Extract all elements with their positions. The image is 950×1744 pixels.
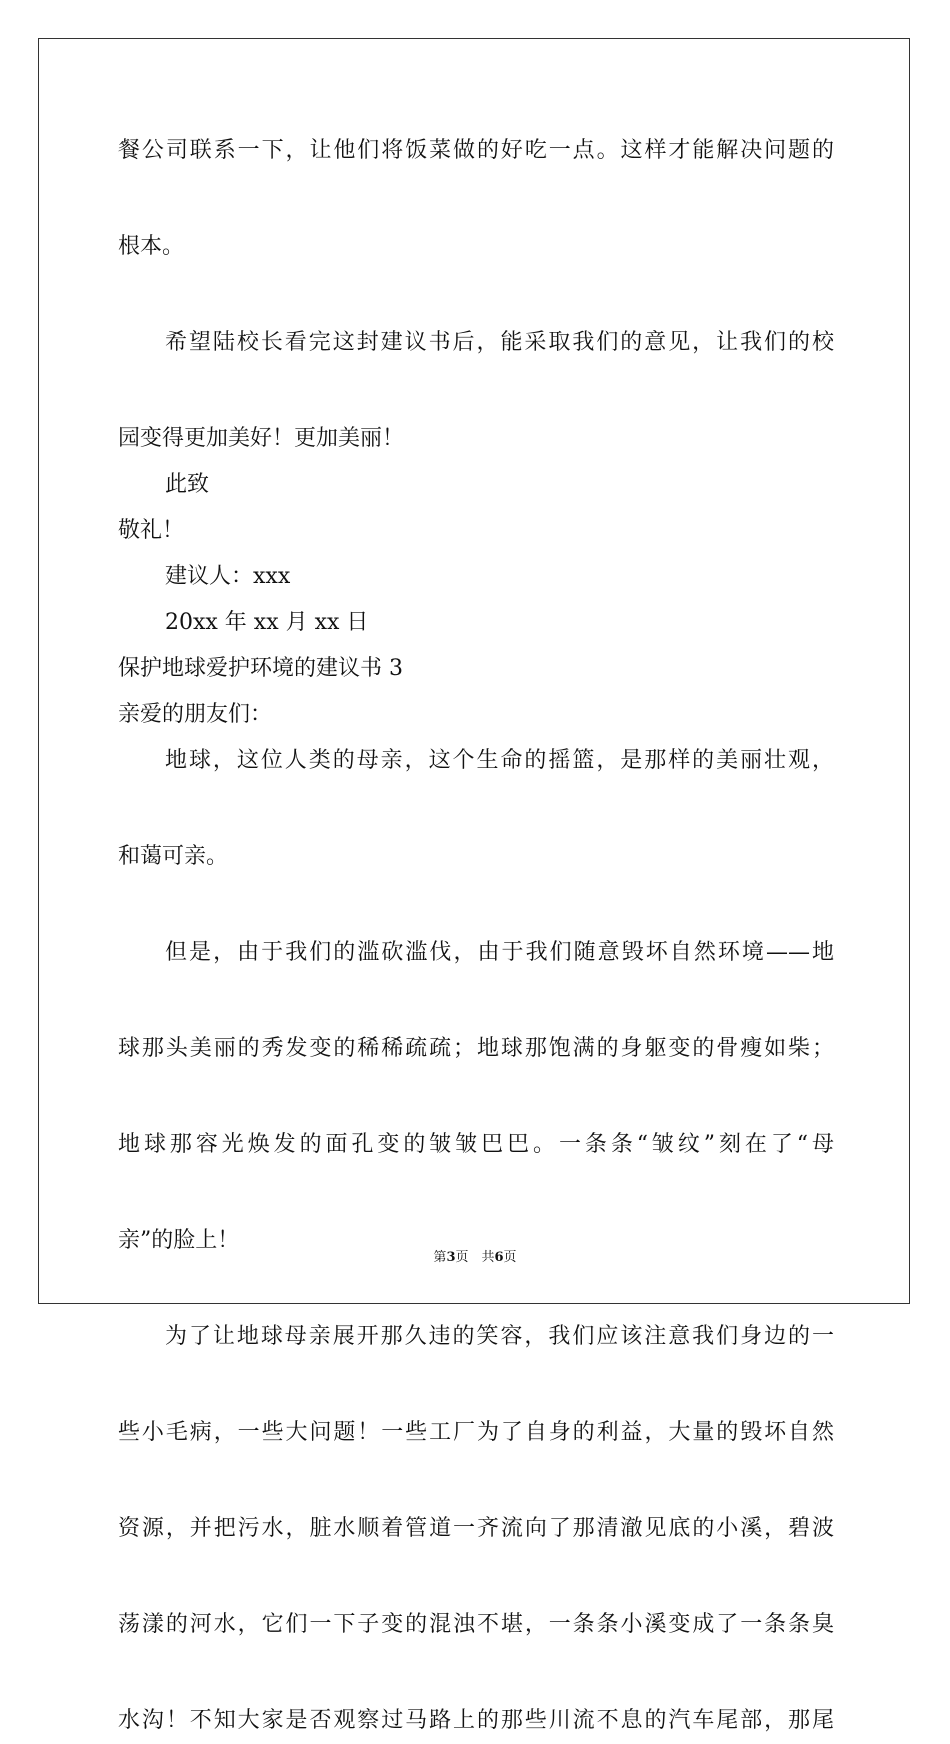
- text-line: 些小毛病，一些大问题！一些工厂为了自身的利益，大量的毁坏自然: [118, 1420, 834, 1445]
- text-line: 荡漾的河水，它们一下子变的混浊不堪，一条条小溪变成了一条条臭: [118, 1612, 834, 1637]
- text-line: 希望陆校长看完这封建议书后，能采取我们的意见，让我们的校: [165, 330, 834, 355]
- page-mid: 页 共: [455, 1250, 495, 1265]
- page-current: 3: [446, 1250, 456, 1265]
- text-line: 水沟！不知大家是否观察过马路上的那些川流不息的汽车尾部，那尾: [118, 1708, 834, 1733]
- text-line: 园变得更加美好！更加美丽！: [118, 426, 405, 451]
- closing-respect: 敬礼！: [118, 518, 185, 543]
- page-suffix: 页: [503, 1250, 517, 1265]
- text-line: 为了让地球母亲展开那久违的笑容，我们应该注意我们身边的一: [165, 1324, 834, 1349]
- date-line: 20xx 年 xx 月 xx 日: [165, 610, 369, 635]
- text-line: 但是，由于我们的滥砍滥伐，由于我们随意毁坏自然环境——地: [165, 940, 834, 965]
- document-body: [118, 128, 834, 1744]
- signature-line: 建议人：xxx: [165, 564, 291, 589]
- text-line: 球那头美丽的秀发变的稀稀疏疏；地球那饱满的身躯变的骨瘦如柴；: [118, 1036, 834, 1061]
- closing-salutation: 此致: [165, 472, 210, 497]
- section-title: 保护地球爱护环境的建议书 3: [118, 656, 403, 681]
- page-footer: [0, 1246, 950, 1265]
- greeting-line: 亲爱的朋友们：: [118, 702, 273, 727]
- text-line: 餐公司联系一下，让他们将饭菜做的好吃一点。这样才能解决问题的: [118, 138, 834, 163]
- text-line: 根本。: [118, 234, 185, 259]
- text-line: 地球那容光焕发的面孔变的皱皱巴巴。一条条“皱纹”刻在了“母: [118, 1132, 834, 1157]
- text-line: 地球，这位人类的母亲，这个生命的摇篮，是那样的美丽壮观，: [165, 748, 834, 773]
- page-total: 6: [494, 1250, 504, 1265]
- text-line: 资源，并把污水，脏水顺着管道一齐流向了那清澈见底的小溪，碧波: [118, 1516, 834, 1541]
- page-prefix: 第: [433, 1250, 447, 1265]
- text-line: 和蔼可亲。: [118, 844, 229, 869]
- text-line: 亲”的脸上！: [118, 1228, 240, 1253]
